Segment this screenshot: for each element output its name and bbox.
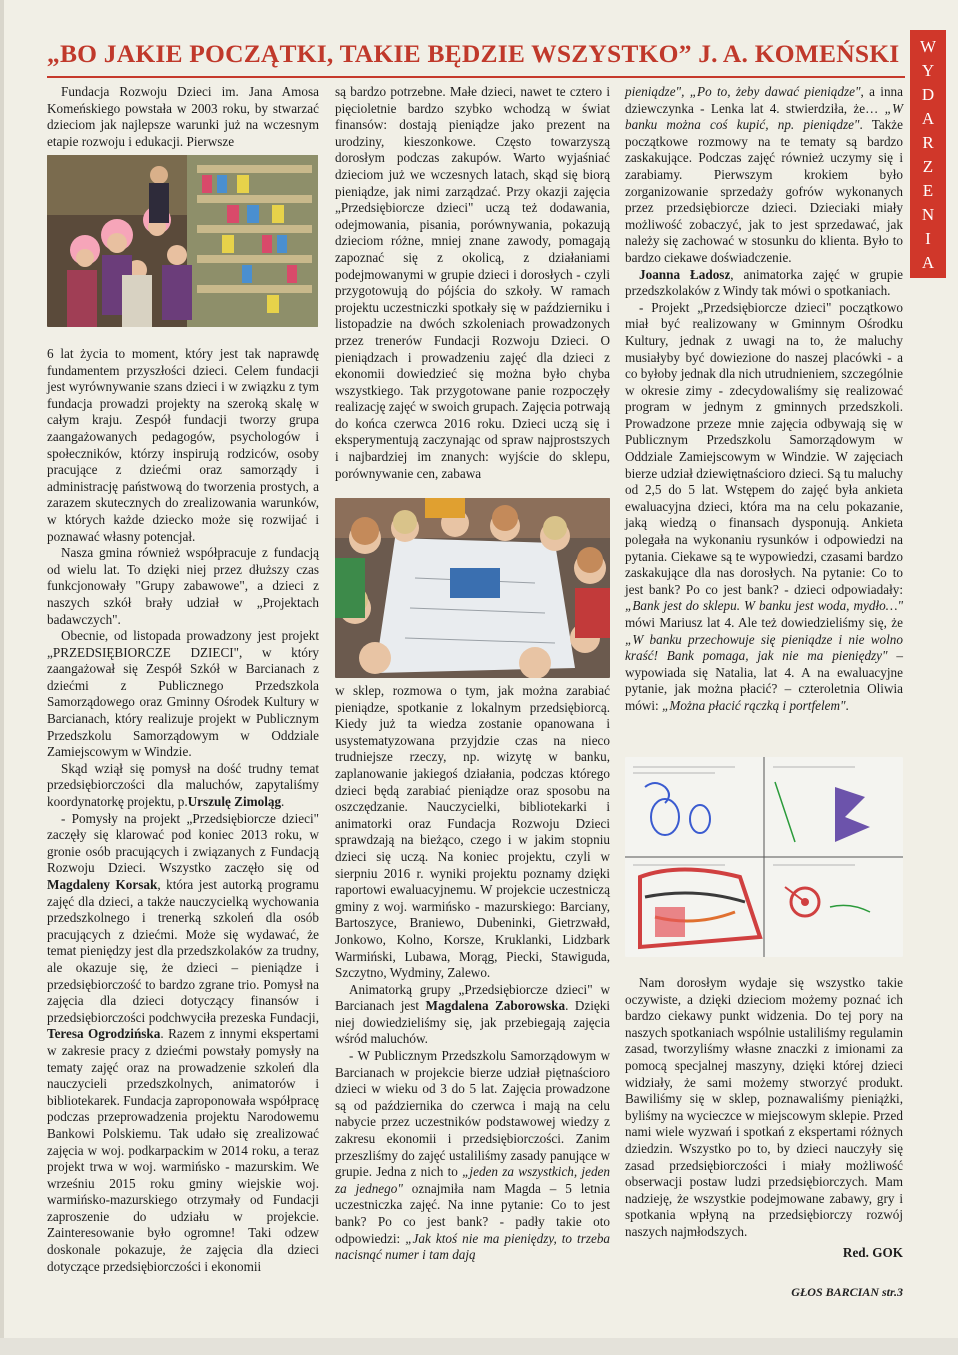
section-letter: D	[921, 84, 935, 104]
person-name: Urszulę Zimoląg	[187, 794, 282, 810]
column-2-top	[335, 84, 610, 482]
column-1-top	[47, 84, 319, 150]
paragraph: - Pomysły na projekt „Przedsiębiorcze dzieci" zaczęły się klarować pod koniec 2013 roku, w gronie osób pracujących i związanych z Fundacją Rozwoju Dzieci. Wszystko zaczęło się od Magdaleny Korsak, która jest autorką programu zajęć dla dzieci, a także nauczycielką wychowania przedszkolnego i trenerką szkoleń dla osób pracujących z dziećmi. Może się wydawać, że temat pieniędzy jest dla przedszkolaków za trudny, ale okazuje się, że dzieci – pieniądze i przedsiębiorczość to bardzo zgrane trio. Pomysł na zajęcia dla dzieci dotyczący finansów i przedsiębiorczości podchwyciła prezeska Fundacji, Teresa Ogrodzińska. Razem z innymi ekspertami w zakresie pracy z dziećmi powstały pomysły na tematy zajęć oraz na prowadzenie szkoleń dla nauczycieli przedszkolnych, animatorów i bibliotekarek. Fundacja zaproponowała współpracę podczas przeprowadzenia projektu Narodowemu Bankowi Polskiemu. Tak udało się zrealizować zajęcia w woj. podkarpackim w 2014 roku, a teraz projekt trwa w woj. warmińsko - mazurskim. We wrześniu 2015 roku gminy wiejskie woj. warmińsko-mazurskiego otrzymały od Fundacji zaproszenie do udziału w projekcie. Zainteresowanie było ogromne! Taki odzew doskonale pokazuje, że zajęcia dla dzieci dotyczące przedsiębiorczości i ekonomii	[47, 810, 319, 1274]
person-name: Magdaleny Korsak	[47, 877, 158, 892]
photo-children-in-shop	[47, 155, 318, 327]
scan-edge	[0, 0, 4, 1355]
column-3-body	[625, 975, 903, 1261]
section-letter: Z	[922, 156, 934, 176]
section-letter: A	[921, 252, 935, 272]
column-1-body	[47, 346, 319, 1275]
paragraph: Nam dorosłym wydaje się wszystko takie oczywiste, a dzięki dzieciom możemy poznać ich bardzo ciekawy punkt widzenia. Do tej pory na naszych spotkaniach wspólnie ustaliliśmy regulamin zasad, tworzyliśmy własne znaczki z imionami za pomocą specjalnej maszyny, dzięki której dzieci widziały, że sami możemy stworzyć produkt. Bawiliśmy się w sklep, poznawaliśmy pieniążki, byliśmy na wycieczce w miejscowym sklepie. Przed nami wiele wyzwań i spotkań z ekspertami różnych dziedzin. Wszystko po to, by dzieci nauczyły się zasad przedsiębiorczości i miały możliwość obserwacji postaw ludzi przedsiębiorczych. Mam nadzieję, że wszystkie podejmowane zabawy, gry i spotkania wpłyną na przedsiębiorczy rozwój naszych najmłodszych.	[625, 975, 903, 1239]
paragraph: Nasza gmina również współpracuje z fundacją od wielu lat. To dzięki niej przez dłuższy czas funkcjonowały "Grupy zabawowe", a dzieci z naszych szkół brały udział w „Projektach badawczych".	[47, 545, 319, 627]
person-name: Joanna Ładosz	[639, 266, 731, 282]
paragraph: pieniądze", „Po to, żeby dawać pieniądze", a inna dziewczynka - Lenka lat 4. stwierdziła, że… „W banku można coś kupić, np. pieniądze". Także początkowe rozmowy na te tematy są bardzo zaskakujące. Podczas zajęć również uczymy się i zarabiamy. Pierwszym krokiem było zorganizowanie sprzedaży gofrów wykonanych przez przedsiębiorcze dzieci. Dzieciaki miały możliwość zobaczyć, jak to jest sprzedawać, jak należy się zachować w stosunku do klienta. Było to bardzo ciekawe doświadczenie.	[625, 84, 904, 265]
person-name: Teresa Ogrodzińska	[47, 1026, 161, 1042]
scan-edge-bottom	[0, 1338, 958, 1355]
person-name: Magdalena Zaborowska	[425, 998, 566, 1014]
paragraph: Skąd wziął się pomysł na dość trudny temat przedsiębiorczości dla maluchów, zapytaliśmy koordynatorkę projektu, p.Urszulę Zimoląg.	[47, 760, 319, 810]
section-letter: I	[925, 228, 931, 248]
paragraph: Obecnie, od listopada prowadzony jest projekt „PRZEDSIĘBIORCZE DZIECI", w który zaangażował się Zespół Szkół w Barcianach z dziećmi z Publicznego Przedszkola Samorządowego oraz Gminny Ośrodek Kultury w Barcianach, który realizuje projekt w Publicznym Przedszkolu Samorządowym w Oddziale Zamiejscowym w Windzie.	[47, 628, 319, 760]
section-letter: A	[921, 108, 935, 128]
section-letter: N	[921, 204, 935, 224]
section-letter: R	[922, 132, 934, 152]
page-footer: GŁOS BARCIAN str.3	[791, 1285, 903, 1299]
signature: Red. GOK	[842, 1244, 903, 1260]
photo-children-drawings	[625, 757, 903, 957]
headline-bar	[47, 32, 905, 78]
paragraph: Animatorką grupy „Przedsiębiorcze dzieci" w Barcianach jest Magdalena Zaborowska. Dzięki niej dowiedzieliśmy się, jak przebiegają zajęcia wśród maluchów.	[335, 981, 611, 1047]
paragraph: Joanna Ładosz, animatorka zajęć w grupie przedszkolaków z Windy tak mówi o spotkaniach.	[625, 266, 903, 299]
section-letter: W	[919, 36, 937, 56]
paragraph: - Projekt „Przedsiębiorcze dzieci" początkowo miał być realizowany w Gminnym Ośrodku Kultury, jednak z uwagi na to, że maluchy musiałyby być dowiezione do naszej placówki - a co byłoby jednak dla nich utrudnieniem, szczególnie w okresie zimy - zdecydowaliśmy się realizować program w jednym z gminnych przedszkoli. Prowadzone przeze mnie zajęcia odbywają się w Publicznym Przedszkolu Samorządowym w Oddziale Zamiejscowym w Windzie. W zajęciach bierze udział dziewiętnaścioro dzieci. Są tu maluchy od 2,5 do 5 lat. Wstępem do zajęć była ankieta ewaluacyjna dzieci, która ma na celu pokazanie, jaką wiedzą o finansach dysponują. Ankieta polegała na wykonaniu rysunków i odpowiedzi na pytania. Ciekawe są te wypowiedzi, czasami bardzo zaskakujące dla nas dorosłych. Na pytanie: Co to jest bank? Po co jest bank? - dzieci odpowiadały: „Bank jest do sklepu. W banku jest woda, mydło…" mówi Mariusz lat 4. Ale też dowiedzieliśmy się, że „W banku przechowuje się pieniądze i nie wolno kraść! Bank pomaga, jak nie ma pieniędzy" – wypowiada się Natalia, lat 4. A na ewaluacyjne pytanie, jak można płacić? – czteroletnia Oliwia mówi: „Można płacić rączką i portfelem".	[625, 299, 903, 713]
section-tab	[910, 30, 946, 278]
paragraph: Fundacja Rozwoju Dzieci im. Jana Amosa Komeńskiego powstała w 2003 roku, by stwarzać dzieciom jak najlepsze warunki już na wczesnym etapie rozwoju i edukacji. Pierwsze	[47, 84, 319, 149]
paragraph: - W Publicznym Przedszkolu Samorządowym w Barcianach w projekcie bierze udział piętnaścioro dzieci w wieku od 3 do 5 lat. Zajęcia prowadzone są od października do czerwca i mają na celu nabycie przez uczestników podstawowej wiedzy z zakresu ekonomii i przedsiębiorczości. Zanim przeszliśmy do zajęć ustaliliśmy zasady panujące w grupie. Jedna z nich to „jeden za wszystkich, jeden za jednego" oznajmiła nam Magda – 5 letnia uczestniczka zajęć. Na inne pytanie: Co to jest bank? Po co jest bank? - padły takie oto odpowiedzi: „Jak ktoś nie ma pieniędzy, to trzeba nacisnąć numer i tam dają	[335, 1048, 611, 1263]
section-letter: E	[922, 180, 934, 200]
paragraph: są bardzo potrzebne. Małe dzieci, nawet te cztero i pięcioletnie bardzo szybko wchodzą w świat finansów: dostają pieniądze jako prezent na urodziny, kieszonkowe. Często towarzyszą dorosłym podczas zakupów. Warto wyjaśniać dzieciom już we wczesnych latach, skąd się biorą pieniądze, jak nimi zarządzać. Przy okazji zajęcia „Przedsiębiorcze dzieci" uczą też dodawania, odejmowania, pisania, porównywania, pokazują dzieciom różne, mniej znane zawody, pomagają zapoznać się z okolicą, z działaniami podejmowanymi w grupie dzieci i dorosłych - czyli przygotowują do pójścia do szkoły. W ramach projektu uczestniczki spotkały się w październiku i listopadzie na dwóch szkoleniach prowadzonych przez trenerów Fundacji Rozwoju Dzieci. O pieniądzach i prowadzeniu zajęć dla dzieci z ekonomii dowiedzieć się można było chyba wszystkiego. Tak przygotowane panie rozpoczęły realizację zajęć w swoich grupach. Zajęcia potrwają do końca czerwca 2016 roku. Dzieci uczą się i eksperymentują zaczynając od spraw najprostszych i najbardziej im znanych: wyjście do sklepu, porównywanie cen, zabawa	[335, 84, 610, 481]
column-3-top	[625, 84, 903, 715]
paragraph: 6 lat życia to moment, który jest tak naprawdę fundamentem przyszłości dzieci. Celem fundacji jest wyrównywanie szans dzieci i w związku z tym fundacja prowadzi projekty na szeroką skalę w całym kraju. Zespół fundacji tworzy grupa zaangażowanych pedagogów, psychologów i społeczników, którzy inspirują rodziców, osoby pracujące z dziećmi oraz samorządy i administrację państwową do tworzenia prostych, a zarazem skutecznych do zrealizowania warunków, w których każde dziecko może się rozwijać i poznawać własny potencjał.	[47, 346, 319, 544]
section-letter: Y	[921, 60, 935, 80]
paragraph: w sklep, rozmowa o tym, jak można zarabiać pieniądze, spotkanie z lokalnym przedsiębiorcą. Kiedy już ta wiedza zostanie opanowana i usystematyzowana przyjdzie czas na nieco trudniejsze rzeczy, np. wizytę w banku, zaplanowanie jakiegoś działania, podczas którego dzieci będą zarabiać pieniądze oraz sposobu na oszczędzanie. Nauczycielki, bibliotekarki i animatorki oraz Fundacja Rozwoju Dzieci sprawdzają na bieżąco, czego i w jakim stopniu dzieci się uczą. Na koniec projektu, czyli w sierpniu 2016 r. wyniki projektu poznamy dzięki raportowi ewaluacyjnemu. W projekcie uczestniczą gminy z woj. warmińsko - mazurskiego: Barciany, Bartoszyce, Braniewo, Dubeninki, Gietrzwałd, Jonkowo, Kolno, Korsze, Kruklanki, Lidzbark Warmiński, Lubawa, Morąg, Piecki, Stawiguda, Szczytno, Wydminy, Zalewo.	[335, 683, 610, 981]
column-2-body	[335, 683, 610, 1264]
article-title: „BO JAKIE POCZĄTKI, TAKIE BĘDZIE WSZYSTKO” J. A. KOMEŃSKI	[47, 39, 900, 68]
photo-children-on-floor	[335, 498, 610, 678]
